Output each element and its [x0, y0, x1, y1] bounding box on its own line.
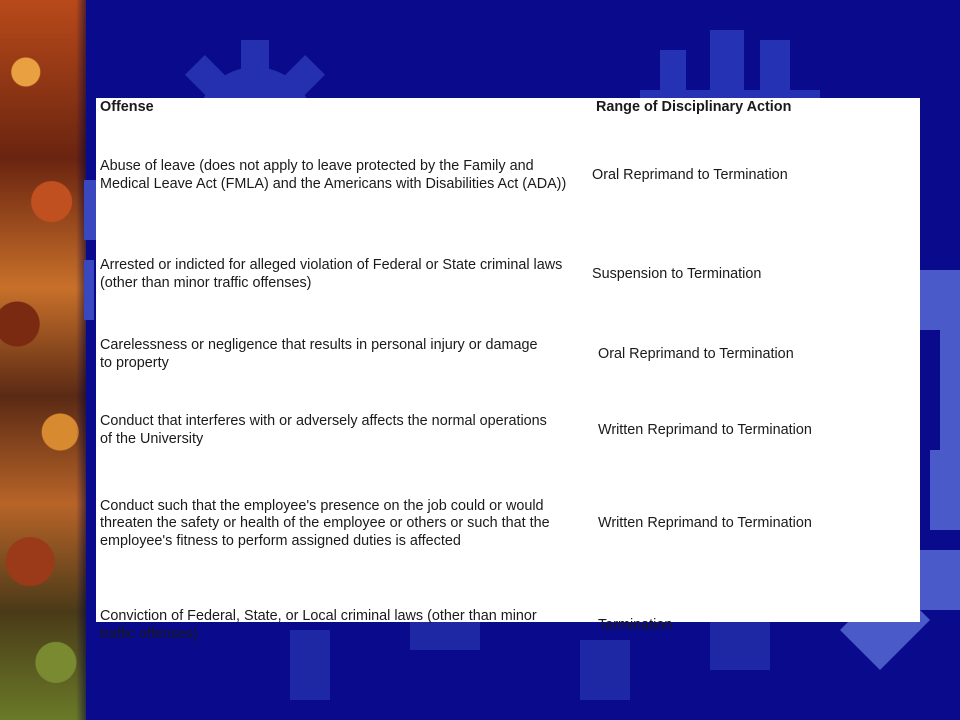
- action-cell: Suspension to Termination: [592, 266, 762, 283]
- action-cell: Written Reprimand to Termination: [598, 515, 812, 532]
- header-offense: Offense: [100, 99, 154, 115]
- table-row: [96, 233, 920, 317]
- table-row: [96, 469, 920, 579]
- offense-cell: Abuse of leave (does not apply to leave protected by the Family and Medical Leave Act (FMLA) and the Americans with Disabilities Act (ADA)): [100, 158, 567, 192]
- offense-cell: Conviction of Federal, State, or Local criminal laws (other than minor traffic offenses): [100, 608, 537, 642]
- offense-cell: Conduct such that the employee's presence on the job could or would threaten the safety or health of the employee or others or such that the employee's fitness to perform assigned duties is affected: [100, 497, 550, 549]
- disciplinary-table-panel: [96, 98, 920, 642]
- offense-cell: Carelessness or negligence that results in personal injury or damage to property: [100, 337, 538, 371]
- action-cell: Termination: [598, 617, 673, 634]
- table-header-row: [96, 98, 920, 119]
- offense-cell: Arrested or indicted for alleged violation of Federal or State criminal laws (other than minor traffic offenses): [100, 257, 563, 291]
- action-cell: Oral Reprimand to Termination: [592, 167, 788, 184]
- table-row: [96, 393, 920, 469]
- table-row: [96, 579, 920, 673]
- table-row: [96, 317, 920, 393]
- offense-cell: Conduct that interferes with or adversely affects the normal operations of the University: [100, 413, 547, 447]
- table-row: [96, 119, 920, 233]
- header-action: Range of Disciplinary Action: [596, 99, 792, 115]
- action-cell: Written Reprimand to Termination: [598, 422, 812, 439]
- action-cell: Oral Reprimand to Termination: [598, 346, 794, 363]
- disciplinary-table: [96, 98, 920, 673]
- decorative-left-strip: [0, 0, 86, 720]
